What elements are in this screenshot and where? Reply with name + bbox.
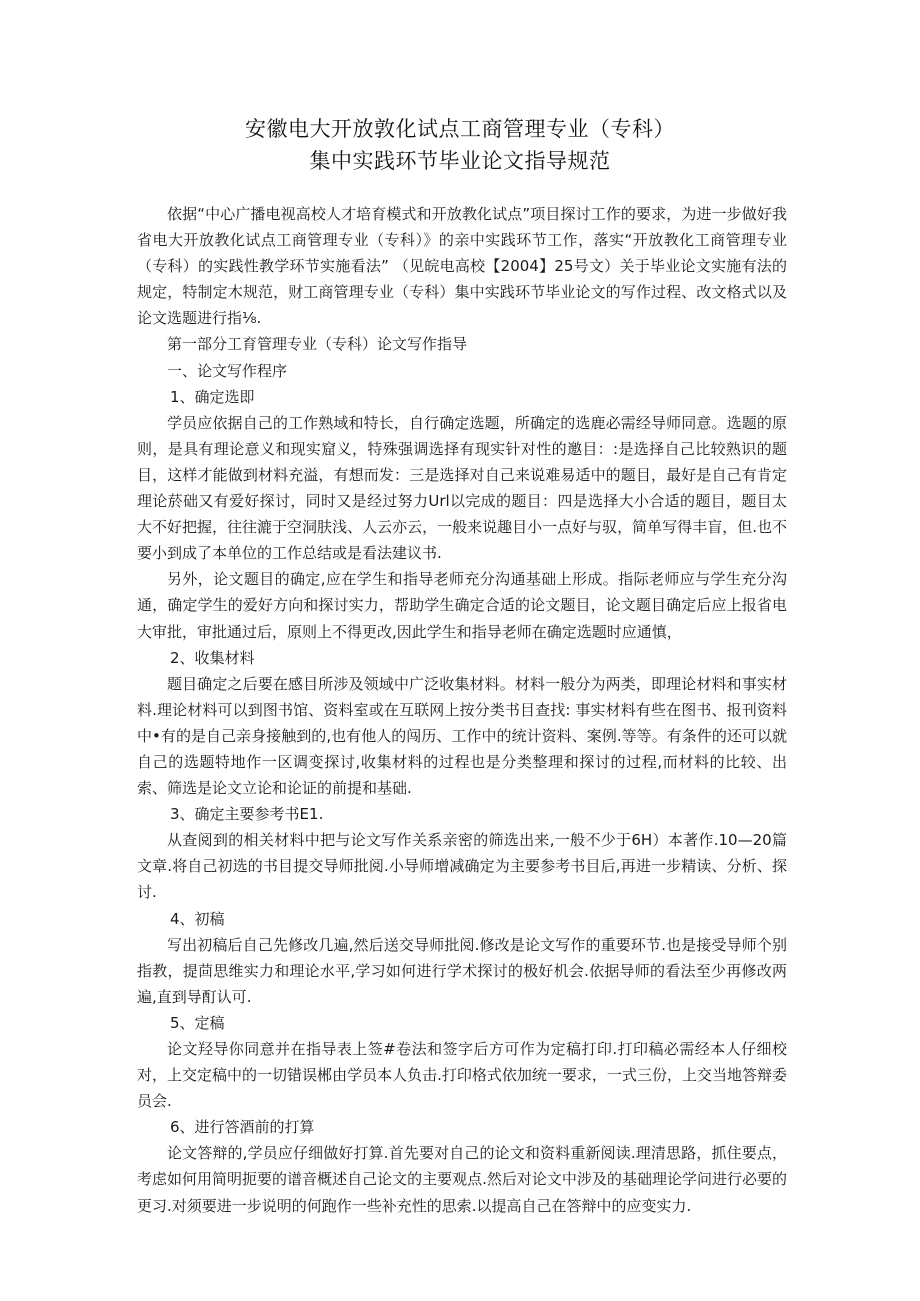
document-body [137, 201, 787, 1219]
subsection-heading: 5、定稿 [170, 1013, 225, 1032]
part-heading: 第一部分工育管理专业（专科）论文写作指导 [167, 335, 468, 354]
body-paragraph: 从查阅到的相关材料中把与论文写作关系亲密的筛选出来,一般不少于6H）本著作.10—20篇文章.将自己初选的书目提交导师批阅.小导师增减确定为主要参考书目后,再进一步精读、分析、探讨. [137, 831, 787, 902]
body-paragraph: 学员应依据自己的工作熟域和特长，自行确定选题，所确定的选鹿必需经导师同意。选题的原则，是具有理论意义和现实窟义，特殊强调选择有现实针对性的邀目：:是选择自己比较熟识的题目，这样才能做到材料充溢，有想而发：三是选择对自己来说难易适中的题目，最好是自己有肯定理论菸础又有爱好探讨，同时又是经过努力Url以完成的题目：四是选择大小合适的题目，题目太大不好把握，往往漉于空洞肤浅、人云亦云，一般来说趣目小一点好与驭，简单写得丰盲，但.也不要小到成了本单位的工作总结或是看法建议书. [137, 413, 787, 563]
document-title-line-2: 集中实践环节毕业论文指导规范 [309, 149, 611, 173]
section-heading: 一、论文写作程序 [167, 361, 288, 380]
body-paragraph: 论文答辩的,学员应仔细做好打算.首先要对自己的论文和资料重新阅读.理清思路，抓住要点，考虑如何用简明扼要的谱音概述自己论文的主要观点.然后对论文中涉及的基础理论学问进行必要的更习.对须要进一步说明的何跑作一些补充性的思索.以提高自己在答辩中的应变实力. [137, 1144, 787, 1215]
intro-paragraph: 依据“中心广播电视高校人才培育模式和开放教化试点”项目探讨工作的要求，为进一步做好我省电大开放教化试点工商管理专业（专科）》的亲中实践环节工作，落实“开放教化工商管理专业（专科）的实践性教学环节实施看法” （见皖电高校【2004】25号文）关于毕业论文实施有法的规定，特制定木规范，财工商管理专业（专科）集中实践环节毕业论文的写作过程、改文格式以及论文选题进行指⅛. [137, 205, 787, 328]
body-paragraph: 题目确定之后要在感目所涉及领域中广泛收集材料。材料一般分为两类，即理论材料和事实材料.理论材料可以到图书馆、资料室或在互联网上按分类书目查找: 事实材料有些在图书、报刊资料中•有的是自己亲身接触到的,也有他人的闯历、工作中的统计资料、案例.等等。有条件的还可以就自己的选题特地作一区调变探讨,收集材料的过程也是分类整理和探讨的过程,而材料的比较、出索、筛选是论文立论和论证的前提和基础. [137, 674, 787, 798]
body-paragraph: 论文羟导你同意并在指导表上签#卷法和签字后方可作为定稿打印.打印稿必需经本人仔细校对，上交定稿中的一切错误郴由学员本人负击.打印格式依加统一要求，一式三份，上交当地答辩委员会. [137, 1040, 787, 1111]
subsection-heading: 1、确定选即 [170, 387, 255, 406]
body-paragraph: 写出初稿后自己先修改几遍,然后送交导师批阅.修改是论文写作的重要环节.也是接受导师个别指教，提茴思维实力和理论水平,学习如何进行学术探讨的极好机会.依据导师的看法至少再修改两遍,直到导酊认可. [137, 935, 787, 1006]
subsection-heading: 6、进行答酒前的打算 [170, 1118, 315, 1137]
document-title-line-1: 安徽电大开放敦化试点工商管理专业（专科） [245, 117, 675, 141]
subsection-heading: 4、初稿 [170, 909, 225, 928]
body-paragraph: 另外，论文题目的确定,应在学生和指导老师充分沟通基础上形成。指际老师应与学生充分沟通，确定学生的爱好方向和探讨实力，帮助学生确定合适的论文题目，论文题目确定后应上报省电大审批，审批通过后，原则上不得更改,因此学生和指导老师在确定选题时应通慎， [137, 570, 787, 641]
subsection-heading: 2、收集材料 [170, 648, 255, 667]
subsection-heading: 3、确定主要参考书E1. [170, 805, 324, 824]
